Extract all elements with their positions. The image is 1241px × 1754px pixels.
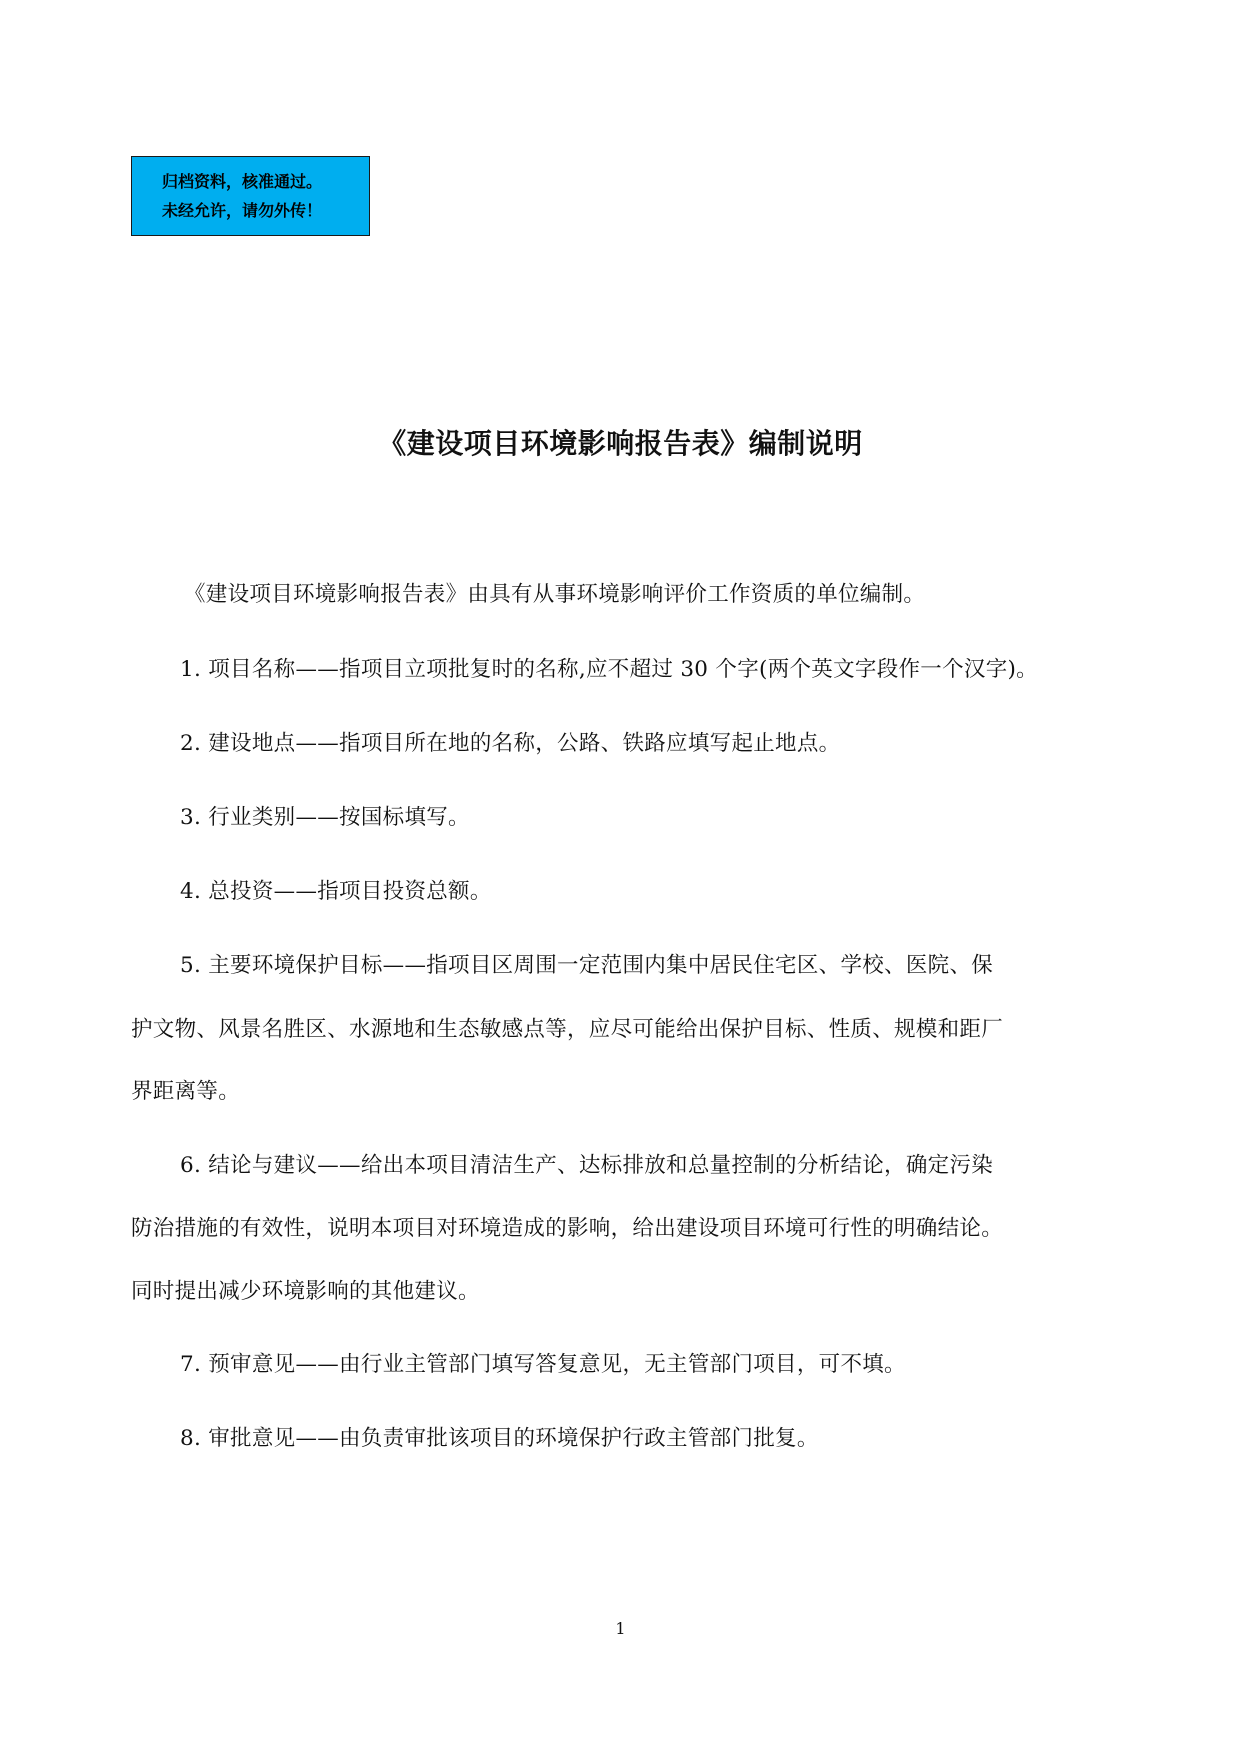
item-5-line-3: 界距离等。 <box>131 1079 241 1104</box>
item-2-line-1: 2. 建设地点——指项目所在地的名称，公路、铁路应填写起止地点。 <box>180 731 841 756</box>
archive-stamp <box>131 156 370 236</box>
item-8-line-1: 8. 审批意见——由负责审批该项目的环境保护行政主管部门批复。 <box>180 1426 819 1451</box>
stamp-line-2: 未经允许，请勿外传！ <box>162 201 323 220</box>
item-7-line-1: 7. 预审意见——由行业主管部门填写答复意见，无主管部门项目，可不填。 <box>180 1352 906 1377</box>
item-3-line-1: 3. 行业类别——按国标填写。 <box>180 805 470 830</box>
item-5-line-1: 5. 主要环境保护目标——指项目区周围一定范围内集中居民住宅区、学校、医院、保 <box>180 953 994 978</box>
item-6-line-1: 6. 结论与建议——给出本项目清洁生产、达标排放和总量控制的分析结论，确定污染 <box>180 1153 994 1178</box>
intro-paragraph: 《建设项目环境影响报告表》由具有从事环境影响评价工作资质的单位编制。 <box>184 582 926 607</box>
document-title: 《建设项目环境影响报告表》编制说明 <box>378 427 863 460</box>
stamp-line-1: 归档资料，核准通过。 <box>162 172 323 191</box>
item-1-line-1: 1. 项目名称——指项目立项批复时的名称,应不超过 30 个字(两个英文字段作一个汉字)。 <box>180 657 1038 682</box>
item-4-line-1: 4. 总投资——指项目投资总额。 <box>180 879 492 904</box>
item-6-line-2: 防治措施的有效性，说明本项目对环境造成的影响，给出建设项目环境可行性的明确结论。 <box>131 1216 1004 1241</box>
item-5-line-2: 护文物、风景名胜区、水源地和生态敏感点等，应尽可能给出保护目标、性质、规模和距厂 <box>131 1017 1004 1042</box>
page-number: 1 <box>615 1619 626 1638</box>
item-6-line-3: 同时提出减少环境影响的其他建议。 <box>131 1279 480 1304</box>
